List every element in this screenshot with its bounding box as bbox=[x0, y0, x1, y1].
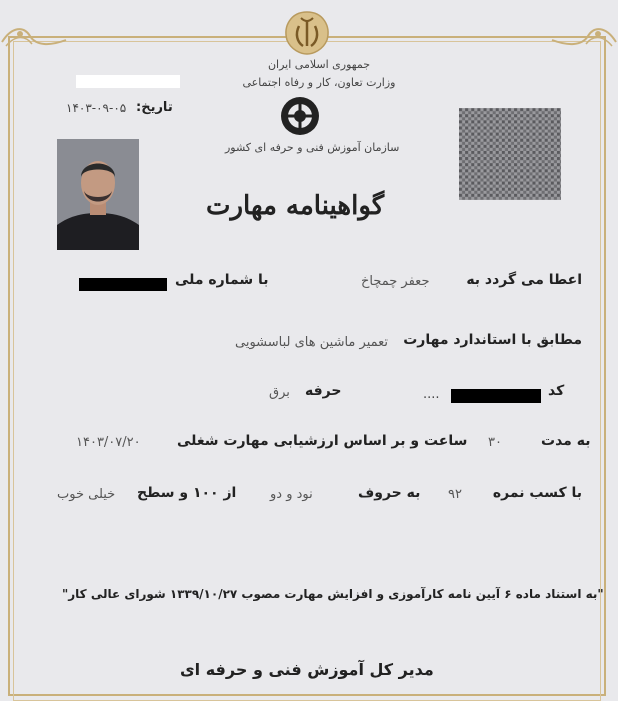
letters-label: به حروف bbox=[358, 485, 421, 501]
assessment-label: ساعت و بر اساس ارزشیابی مهارت شغلی bbox=[177, 433, 468, 449]
national-id-redaction bbox=[79, 278, 167, 291]
score-value: ۹۲ bbox=[448, 487, 462, 502]
holder-photo bbox=[57, 139, 139, 250]
trade-label: حرفه bbox=[305, 383, 342, 399]
certificate-title: گواهینامه مهارت bbox=[206, 191, 385, 221]
corner-ornament-right bbox=[548, 22, 618, 58]
date-label: تاریخ: bbox=[136, 100, 173, 115]
technical-vocational-logo-icon bbox=[278, 95, 322, 137]
holder-name: جعفر چمچاخ bbox=[361, 274, 430, 289]
granted-to-label: اعطا می گردد به bbox=[466, 272, 582, 288]
government-name: جمهوری اسلامی ایران bbox=[267, 58, 371, 71]
letters-value: نود و دو bbox=[270, 487, 313, 502]
national-id-label: با شماره ملی bbox=[175, 272, 269, 288]
duration-label: به مدت bbox=[541, 433, 591, 449]
date-value: ۱۴۰۳-۰۹-۰۵ bbox=[66, 101, 127, 115]
corner-ornament-left bbox=[0, 22, 70, 58]
trade-value: برق bbox=[269, 385, 290, 400]
qr-code bbox=[459, 108, 561, 200]
level-value: خیلی خوب bbox=[57, 487, 116, 502]
ministry-name: وزارت تعاون، کار و رفاه اجتماعی bbox=[242, 76, 396, 89]
out-of-label: از ۱۰۰ و سطح bbox=[137, 485, 237, 501]
code-redaction bbox=[451, 389, 541, 403]
code-suffix: .... bbox=[423, 387, 440, 402]
organization-name: سازمان آموزش فنی و حرفه ای کشور bbox=[225, 141, 400, 154]
signatory-title: مدیر کل آموزش فنی و حرفه ای bbox=[180, 660, 434, 679]
assessment-date: ۱۴۰۳/۰۷/۲۰ bbox=[76, 435, 141, 450]
code-label: کد bbox=[548, 383, 565, 399]
duration-value: ۳۰ bbox=[488, 435, 502, 450]
iran-emblem-icon bbox=[279, 8, 335, 56]
redaction-white bbox=[76, 75, 180, 88]
score-label: با کسب نمره bbox=[492, 485, 582, 501]
standard-label: مطابق با استاندارد مهارت bbox=[403, 332, 582, 348]
standard-value: تعمیر ماشین های لباسشویی bbox=[235, 335, 389, 350]
legal-note: "به استناد ماده ۶ آیین نامه کارآموزی و افزایش مهارت مصوب ۱۳۳۹/۱۰/۲۷ شورای عالی کار" bbox=[62, 587, 604, 601]
